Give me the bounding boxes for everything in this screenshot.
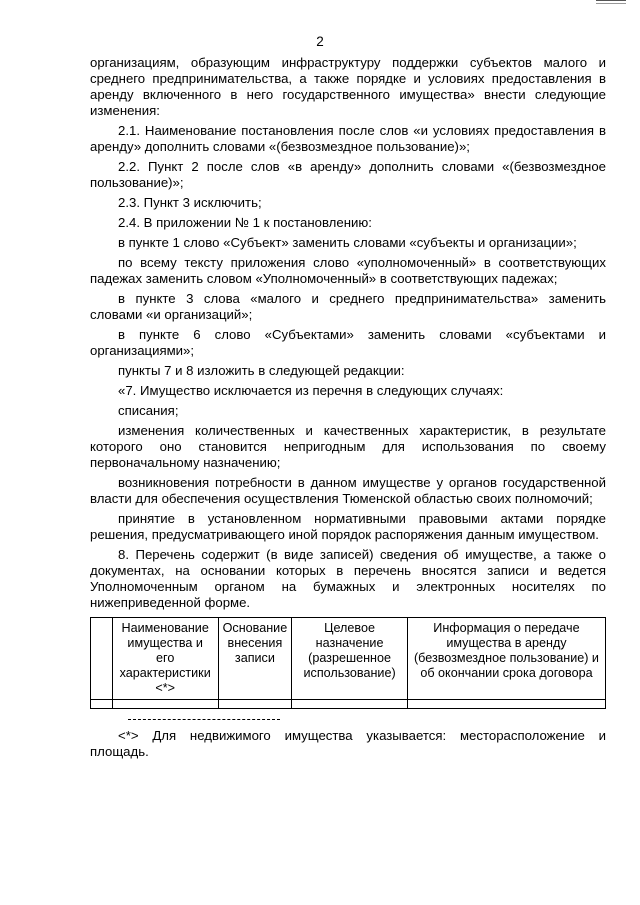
paragraph: изменения количественных и качественных характеристик, в результате которого оно становится непригодным для использования по своему первоначальному назначению;: [90, 423, 606, 470]
table-header-row: [91, 618, 606, 700]
corner-mark: [596, 3, 626, 4]
page-number: 2: [316, 34, 324, 49]
paragraph: организациям, образующим инфраструктуру поддержки субъектов малого и среднего предпринимательства, а также порядке и условиях предоставления в аренду включенного в него государственного имущества» внести следующие изменения:: [90, 55, 606, 118]
table-header-cell: Основание внесения записи: [218, 618, 292, 700]
paragraph: пункты 7 и 8 изложить в следующей редакции:: [118, 363, 405, 378]
table-cell: [218, 700, 292, 709]
paragraph: в пункте 6 слово «Субъектами» заменить словами «субъектами и организациями»;: [90, 327, 606, 358]
paragraph: возникновения потребности в данном имуществе у органов государственной власти для обеспечения осуществления Тюменской областью своих полномочий;: [90, 475, 606, 506]
table-row: [91, 700, 606, 709]
paragraph: 2.2. Пункт 2 после слов «в аренду» дополнить словами «(безвозмездное пользование)»;: [90, 159, 606, 190]
paragraph: 2.4. В приложении № 1 к постановлению:: [118, 215, 372, 230]
property-registry-table: [90, 617, 606, 709]
table-cell: [407, 700, 605, 709]
corner-mark: [596, 0, 626, 1]
paragraph: 2.1. Наименование постановления после слов «и условиях предоставления в аренду» дополнить словами «(безвозмездное пользование)»;: [90, 123, 606, 154]
table-header-cell: Наименование имущества и его характеристики <*>: [112, 618, 218, 700]
paragraph: по всему тексту приложения слово «уполномоченный» в соответствующих падежах заменить словом «Уполномоченный» в соответствующих падежах;: [90, 255, 606, 286]
paragraph: принятие в установленном нормативными правовыми актами порядке решения, предусматривающего иной порядок распоряжения данным имуществом.: [90, 511, 606, 542]
table-header-cell: Информация о передаче имущества в аренду (безвозмездное пользование) и об окончании срока договора: [407, 618, 605, 700]
table-cell: [112, 700, 218, 709]
footnote-separator: [128, 719, 280, 720]
paragraph: «7. Имущество исключается из перечня в следующих случаях:: [118, 383, 504, 398]
paragraph: 8. Перечень содержит (в виде записей) сведения об имуществе, а также о документах, на основании которых в перечень вносятся записи и ведется Уполномоченным органом на бумажных и электронных носителях по нижеприведенной форме.: [90, 547, 606, 610]
table-header-cell: [91, 618, 113, 700]
paragraph: списания;: [118, 403, 179, 418]
table-cell: [91, 700, 113, 709]
table-header-cell: Целевое назначение (разрешенное использование): [292, 618, 408, 700]
paragraph: 2.3. Пункт 3 исключить;: [118, 195, 262, 210]
paragraph: в пункте 1 слово «Субъект» заменить словами «субъекты и организации»;: [118, 235, 577, 250]
paragraph: в пункте 3 слова «малого и среднего предпринимательства» заменить словами «и организаций»;: [90, 291, 606, 322]
footnote: <*> Для недвижимого имущества указывается: месторасположение и площадь.: [90, 728, 606, 759]
document-body: [90, 55, 606, 760]
table-cell: [292, 700, 408, 709]
